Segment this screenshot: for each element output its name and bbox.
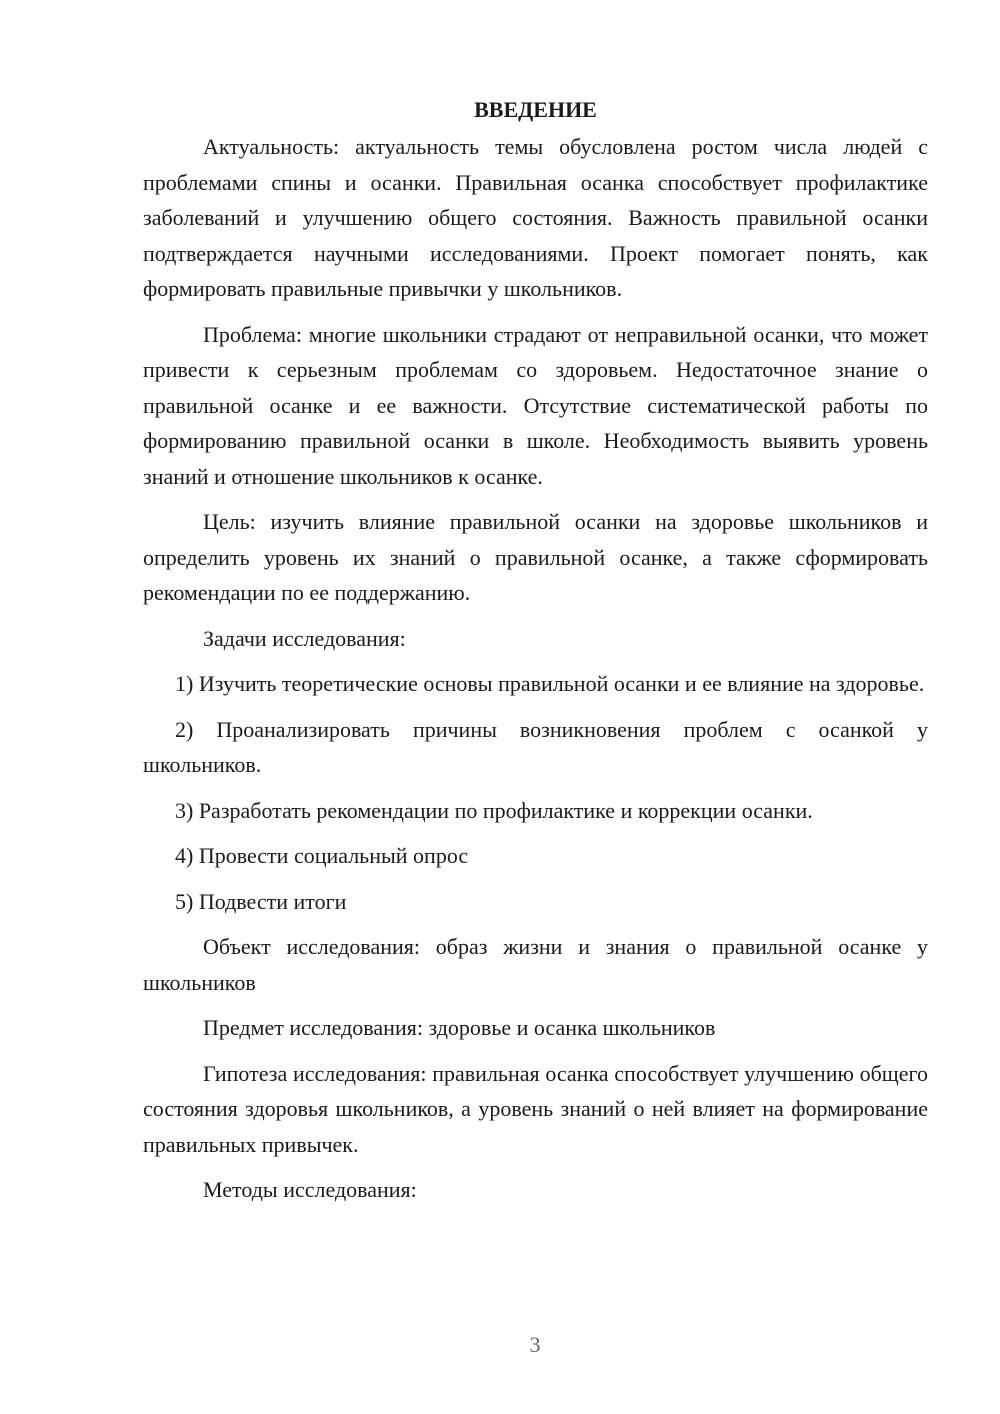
task-item-2: 2) Проанализировать причины возникновения проблем с осанкой у школьников. bbox=[143, 716, 928, 777]
task-item-3: 3) Разработать рекомендации по профилактике и коррекции осанки. bbox=[175, 797, 813, 823]
page-number: 3 bbox=[529, 1332, 541, 1357]
paragraph-relevance: Актуальность: актуальность темы обусловлена ростом числа людей с проблемами спины и осанки. Правильная осанка способствует профилактике заболеваний и улучшению общего состояния. Важность правильной осанки подтверждается научными исследованиями. Проект помогает понять, как формировать правильные привычки у школьников. bbox=[143, 134, 928, 301]
paragraph-object: Объект исследования: образ жизни и знания о правильной осанке у школьников bbox=[143, 934, 928, 995]
task-item-4: 4) Провести социальный опрос bbox=[175, 843, 469, 868]
paragraph-goal: Цель: изучить влияние правильной осанки на здоровье школьников и определить уровень их знаний о правильной осанке, а также сформировать рекомендации по ее поддержанию. bbox=[143, 509, 928, 605]
paragraph-methods: Методы исследования: bbox=[203, 1177, 417, 1202]
task-item-1: 1) Изучить теоретические основы правильной осанки и ее влияние на здоровье. bbox=[175, 671, 925, 696]
paragraph-tasks-heading: Задачи исследования: bbox=[203, 625, 406, 651]
paragraph-hypothesis: Гипотеза исследования: правильная осанка способствует улучшению общего состояния здоровья школьников, а уровень знаний о ней влияет на формирование правильных привычек. bbox=[143, 1060, 928, 1157]
paragraph-problem: Проблема: многие школьники страдают от неправильной осанки, что может привести к серьезным проблемам со здоровьем. Недостаточное знание о правильной осанке и ее важности. Отсутствие систематической работы по формированию правильной осанки в школе. Необходимость выявить уровень знаний и отношение школьников к осанке. bbox=[143, 321, 928, 489]
document-body bbox=[143, 92, 928, 1218]
section-title: ВВЕДЕНИЕ bbox=[474, 97, 597, 122]
task-item-5: 5) Подвести итоги bbox=[175, 888, 347, 914]
paragraph-subject: Предмет исследования: здоровье и осанка школьников bbox=[203, 1015, 716, 1040]
